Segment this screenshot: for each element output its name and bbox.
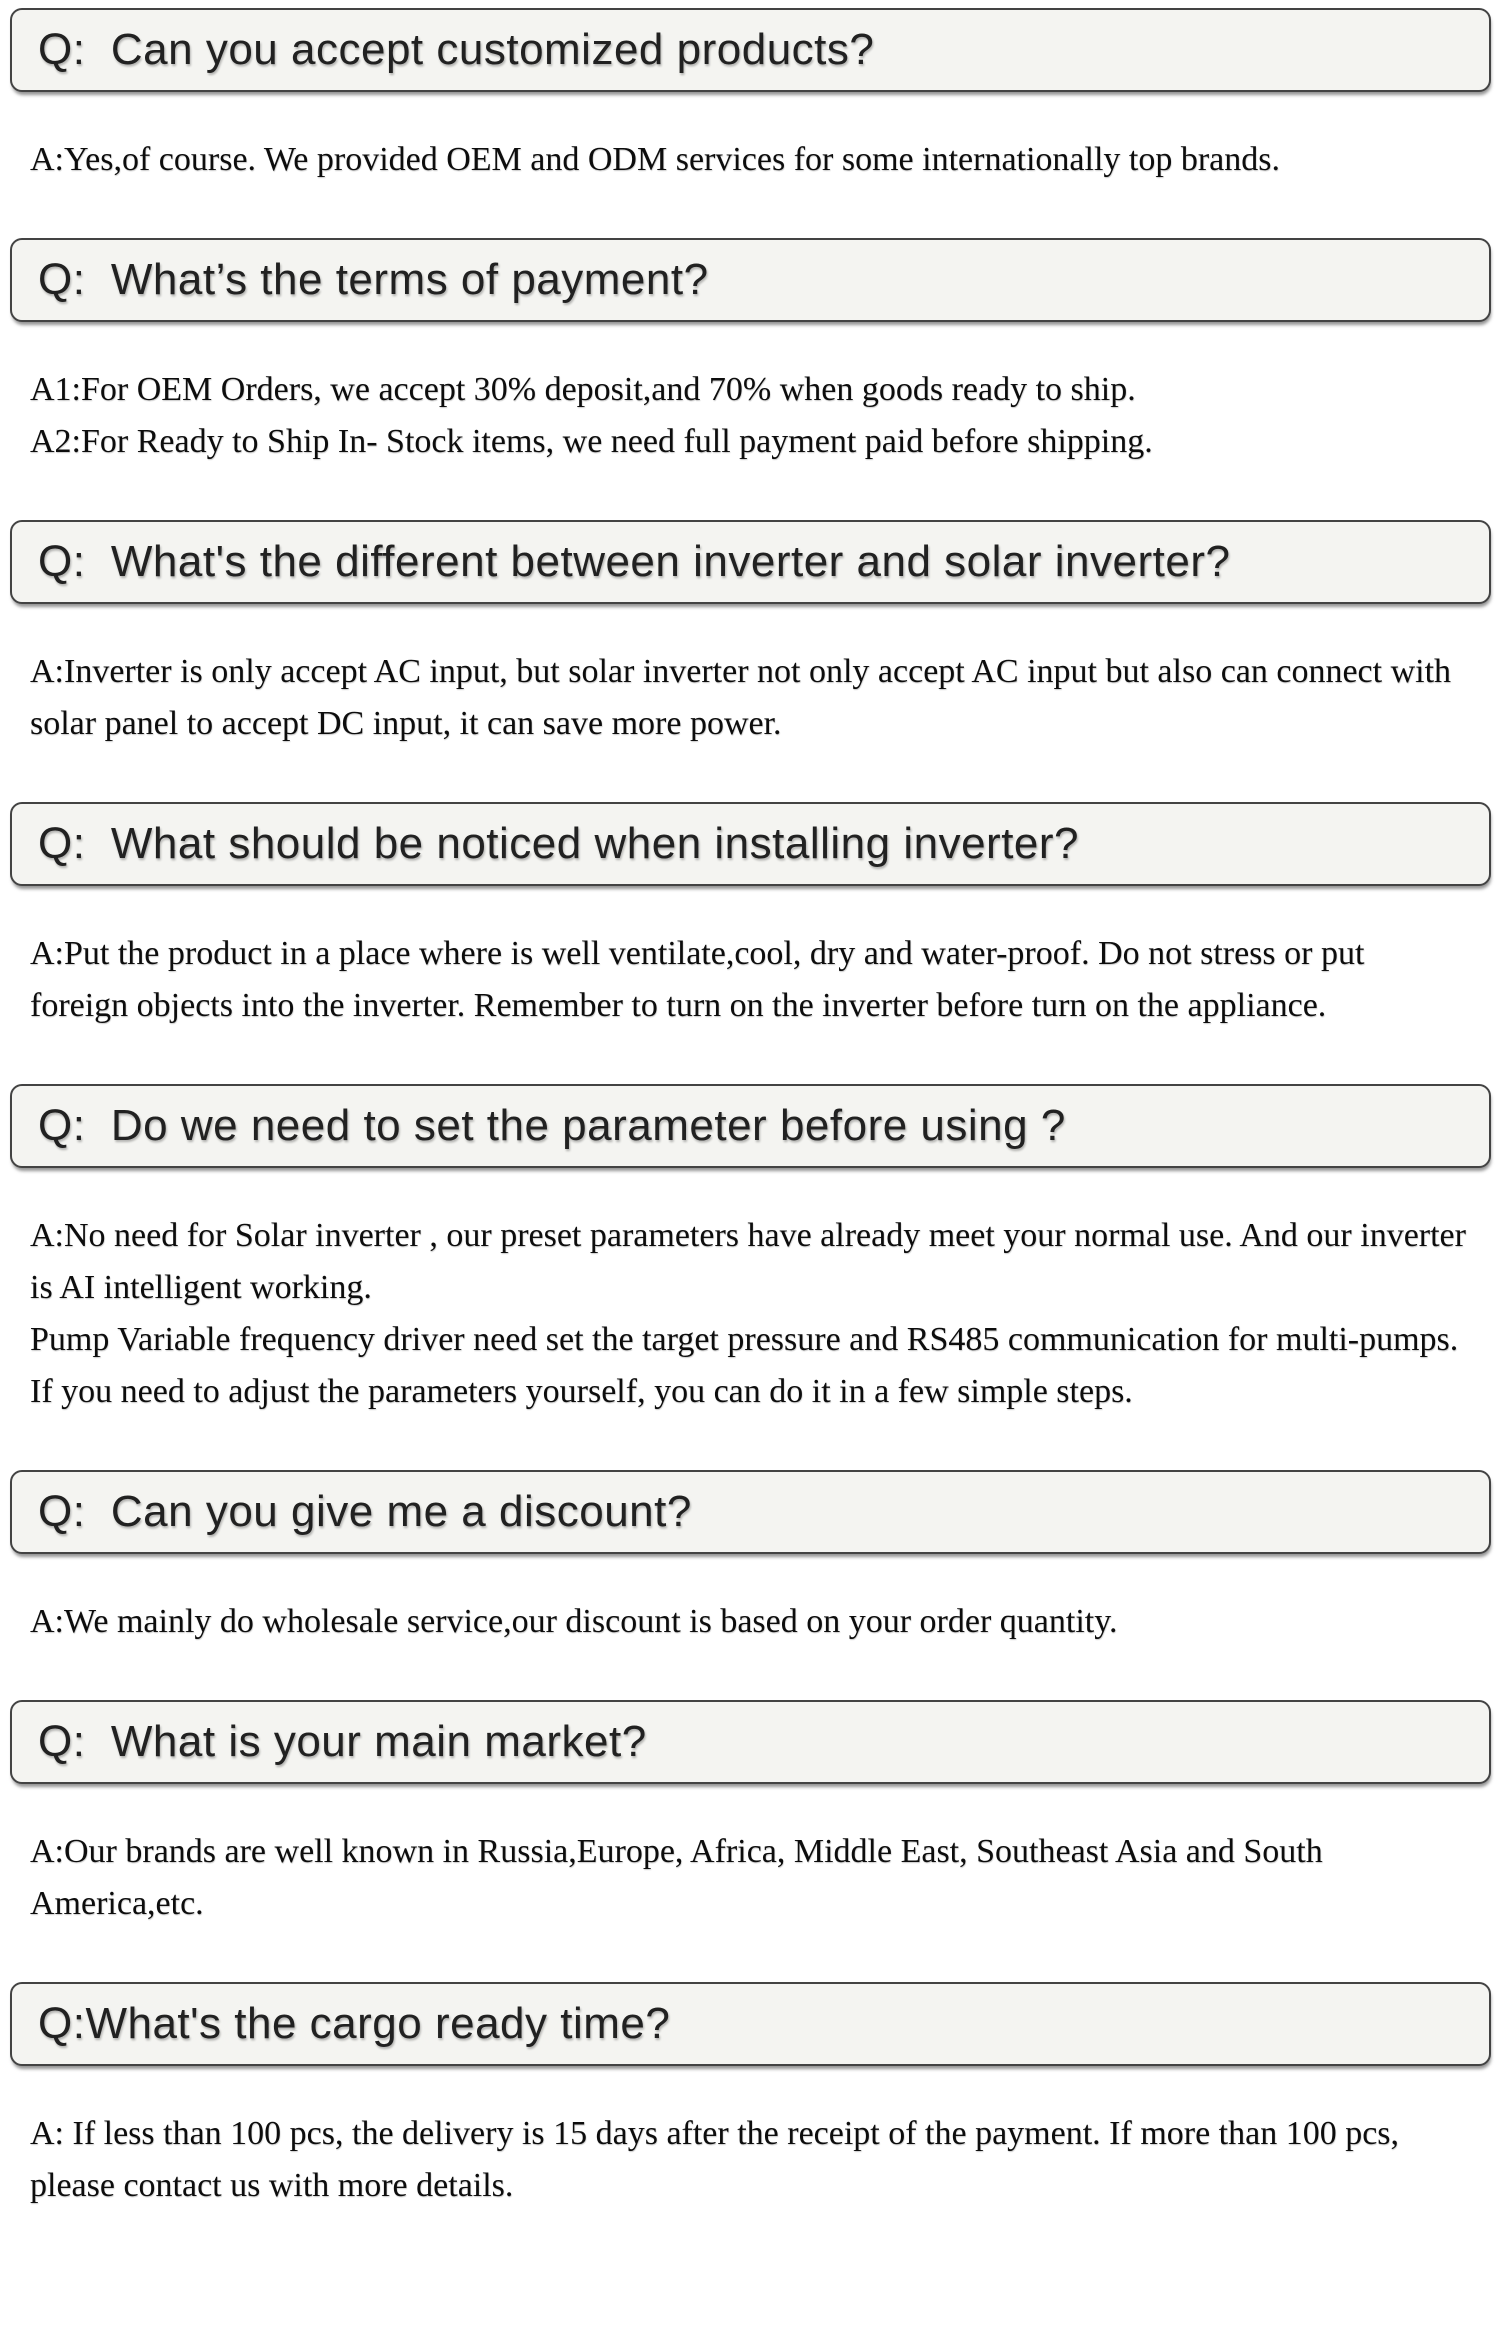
answer-paragraph: A:Our brands are well known in Russia,Europe, Africa, Middle East, Southeast Asia and South America,etc. <box>30 1833 1323 1922</box>
answer-paragraph: A:We mainly do wholesale service,our discount is based on your order quantity. <box>30 1603 1118 1640</box>
question-text: Q: Can you give me a discount? <box>38 1487 692 1536</box>
answer-paragraph: A:Put the product in a place where is well ventilate,cool, dry and water-proof. Do not stress or put foreign objects into the inverter. Remember to turn on the inverter before turn on the appliance. <box>30 935 1365 1024</box>
answer-block <box>14 364 1487 468</box>
faq-item <box>10 1982 1491 2212</box>
question-box <box>10 1470 1491 1554</box>
answer-block <box>14 1826 1487 1930</box>
question-text: Q: Do we need to set the parameter before using ? <box>38 1101 1066 1150</box>
question-text: Q: What’s the terms of payment? <box>38 255 709 304</box>
answer-paragraph: Pump Variable frequency driver need set the target pressure and RS485 communication for multi-pumps. <box>30 1321 1459 1358</box>
question-text: Q: Can you accept customized products? <box>38 25 875 74</box>
question-box <box>10 1084 1491 1168</box>
question-box <box>10 802 1491 886</box>
faq-item <box>10 520 1491 750</box>
faq-item <box>10 1700 1491 1930</box>
faq-item <box>10 238 1491 468</box>
faq-item <box>10 802 1491 1032</box>
question-box <box>10 8 1491 92</box>
question-box <box>10 520 1491 604</box>
question-box <box>10 1700 1491 1784</box>
answer-block <box>14 928 1487 1032</box>
answer-paragraph: A2:For Ready to Ship In- Stock items, we need full payment paid before shipping. <box>30 423 1153 460</box>
faq-item <box>10 8 1491 186</box>
answer-paragraph: A: If less than 100 pcs, the delivery is 15 days after the receipt of the payment. If more than 100 pcs, please contact us with more details. <box>30 2115 1400 2204</box>
question-box <box>10 238 1491 322</box>
answer-block <box>14 1596 1487 1648</box>
answer-paragraph: A1:For OEM Orders, we accept 30% deposit,and 70% when goods ready to ship. <box>30 371 1136 408</box>
faq-item <box>10 1470 1491 1648</box>
answer-paragraph: A:No need for Solar inverter , our preset parameters have already meet your normal use. And our inverter is AI intelligent working. <box>30 1217 1466 1306</box>
answer-paragraph: If you need to adjust the parameters yourself, you can do it in a few simple steps. <box>30 1373 1133 1410</box>
question-text: Q: What should be noticed when installing inverter? <box>38 819 1080 868</box>
question-text: Q: What's the different between inverter and solar inverter? <box>38 537 1231 586</box>
question-box <box>10 1982 1491 2066</box>
answer-block <box>14 1210 1487 1418</box>
answer-block <box>14 134 1487 186</box>
answer-block <box>14 2108 1487 2212</box>
faq-item <box>10 1084 1491 1418</box>
question-text: Q:What's the cargo ready time? <box>38 1999 671 2048</box>
answer-paragraph: A:Inverter is only accept AC input, but solar inverter not only accept AC input but also can connect with solar panel to accept DC input, it can save more power. <box>30 653 1452 742</box>
faq-page <box>10 8 1491 2212</box>
answer-block <box>14 646 1487 750</box>
answer-paragraph: A:Yes,of course. We provided OEM and ODM services for some internationally top brands. <box>30 141 1280 178</box>
question-text: Q: What is your main market? <box>38 1717 647 1766</box>
